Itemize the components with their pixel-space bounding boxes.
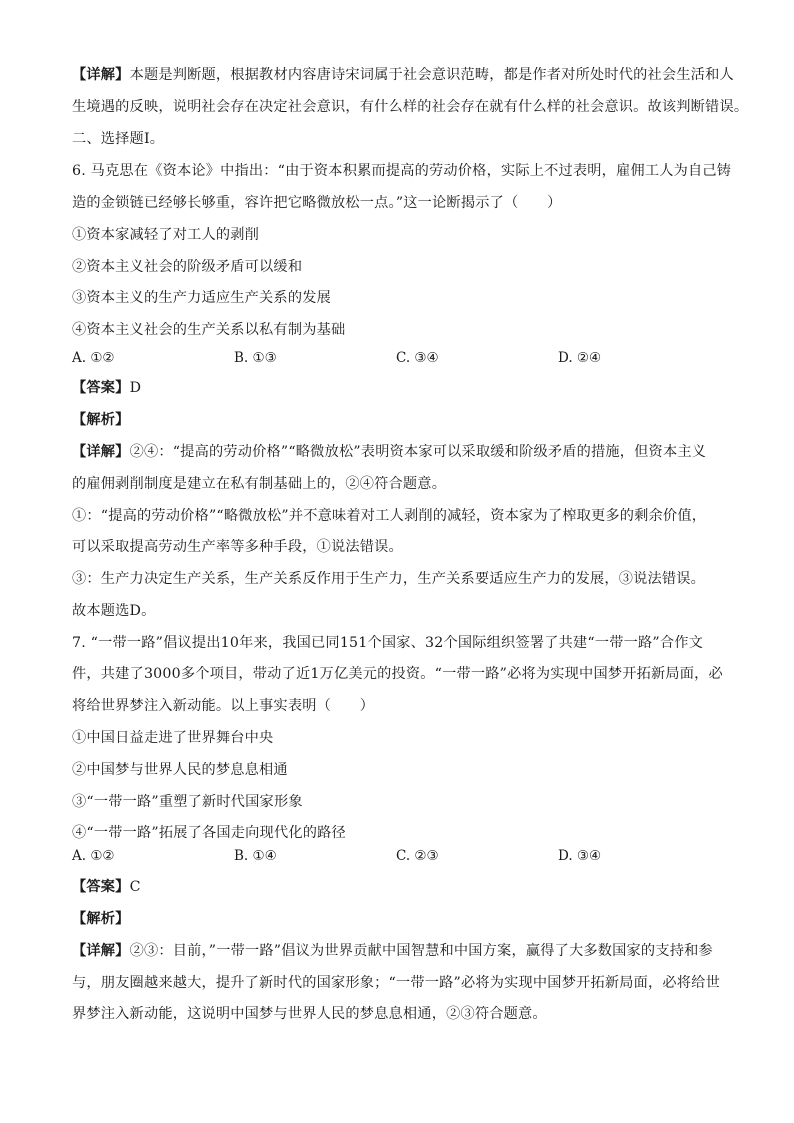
q6-detail-1-line-1 xyxy=(72,442,706,462)
q7-statement-3: ③“一带一路”重塑了新时代国家形象 xyxy=(72,794,303,810)
q7-detail-line-2: 与，朋友圈越来越大，提升了新时代的国家形象；“一带一路”必将为实现中国梦开拓新局面，必将给世 xyxy=(72,975,720,991)
q6-options xyxy=(72,348,728,368)
q7-answer-tag: 【答案】 xyxy=(72,879,130,895)
q6-detail-1-text: ②④：“提高的劳动价格”“略微放松”表明资本家可以采取缓和阶级矛盾的措施，但资本主义 xyxy=(129,444,707,460)
q6-detail-tag: 【详解】 xyxy=(72,444,130,460)
intro-line-1 xyxy=(72,65,734,85)
q6-detail-3: ③：生产力决定生产关系，生产关系反作用于生产力，生产关系要适应生产力的发展，③说法错误。 xyxy=(72,571,706,587)
q6-statement-1: ①资本家减轻了对工人的剥削 xyxy=(72,227,260,243)
q7-statement-2: ②中国梦与世界人民的梦息息相通 xyxy=(72,762,288,778)
q7-option-a: A. ①② xyxy=(72,848,115,864)
q7-stem-line-2: 件，共建了3000多个项目，带动了近1万亿美元的投资。“一带一路”必将为实现中国梦开拓新局面，必 xyxy=(72,666,723,682)
q6-detail-2-line-2: 可以采取提高劳动生产率等多种手段，①说法错误。 xyxy=(72,539,403,555)
q7-stem-line-1: 7. “一带一路”倡议提出10年来，我国已同151个国家、32个国际组织签署了共建“一带一路”合作文 xyxy=(72,635,703,651)
q7-analysis-tag: 【解析】 xyxy=(72,911,130,927)
intro-line-2: 生境遇的反映，说明社会存在决定社会意识，有什么样的社会存在就有什么样的社会意识。故该判断错误。 xyxy=(72,99,749,115)
q6-option-b: B. ①③ xyxy=(234,350,277,366)
q6-option-a: A. ①② xyxy=(72,350,115,366)
detail-tag: 【详解】 xyxy=(72,67,130,83)
q6-analysis-tag: 【解析】 xyxy=(72,412,130,428)
q7-detail-text-1: ②③：目前，”一带一路”倡议为世界贡献中国智慧和中国方案，赢得了大多数国家的支持和参 xyxy=(129,943,713,959)
q6-answer-value: D xyxy=(129,380,142,396)
q7-detail-tag: 【详解】 xyxy=(72,943,130,959)
section-title: 二、选择题Ⅰ。 xyxy=(72,131,165,147)
q6-detail-2-line-1: ①：“提高的劳动价格”“略微放松”并不意味着对工人剥削的减轻，资本家为了榨取更多的剩余价值， xyxy=(72,508,707,524)
q7-stem-line-3: 将给世界梦注入新动能。以上事实表明（ ） xyxy=(72,698,375,714)
q7-detail-line-1 xyxy=(72,941,713,961)
q6-option-c: C. ③④ xyxy=(396,350,439,366)
q6-answer xyxy=(72,378,141,398)
q7-detail-line-3: 界梦注入新动能，这说明中国梦与世界人民的梦息息相通，②③符合题意。 xyxy=(72,1006,547,1022)
q7-statement-1: ①中国日益走进了世界舞台中央 xyxy=(72,730,274,746)
q6-answer-tag: 【答案】 xyxy=(72,380,130,396)
q6-conclusion: 故本题选D。 xyxy=(72,603,156,619)
q6-statement-3: ③资本主义的生产力适应生产关系的发展 xyxy=(72,290,331,306)
q6-stem-line-1: 6. 马克思在《资本论》中指出：“由于资本积累而提高的劳动价格，实际上不过表明，雇佣工人为自己铸 xyxy=(72,163,732,179)
q6-statement-4: ④资本主义社会的生产关系以私有制为基础 xyxy=(72,322,346,338)
q7-option-c: C. ②③ xyxy=(396,848,439,864)
q7-option-d: D. ③④ xyxy=(558,848,602,864)
q6-statement-2: ②资本主义社会的阶级矛盾可以缓和 xyxy=(72,259,303,275)
q7-statement-4: ④“一带一路”拓展了各国走向现代化的路径 xyxy=(72,825,346,841)
q7-answer-value: C xyxy=(129,879,141,895)
intro-text-1: 本题是判断题，根据教材内容唐诗宋词属于社会意识范畴，都是作者对所处时代的社会生活和人 xyxy=(129,67,734,83)
q6-option-d: D. ②④ xyxy=(558,350,602,366)
q6-detail-1-line-2: 的雇佣剥削制度是建立在私有制基础上的，②④符合题意。 xyxy=(72,476,447,492)
q7-option-b: B. ①④ xyxy=(234,848,277,864)
q7-answer xyxy=(72,877,141,897)
q7-options xyxy=(72,846,728,866)
q6-stem-line-2: 造的金锁链已经够长够重，容许把它略微放松一点。”这一论断揭示了（ ） xyxy=(72,195,562,211)
